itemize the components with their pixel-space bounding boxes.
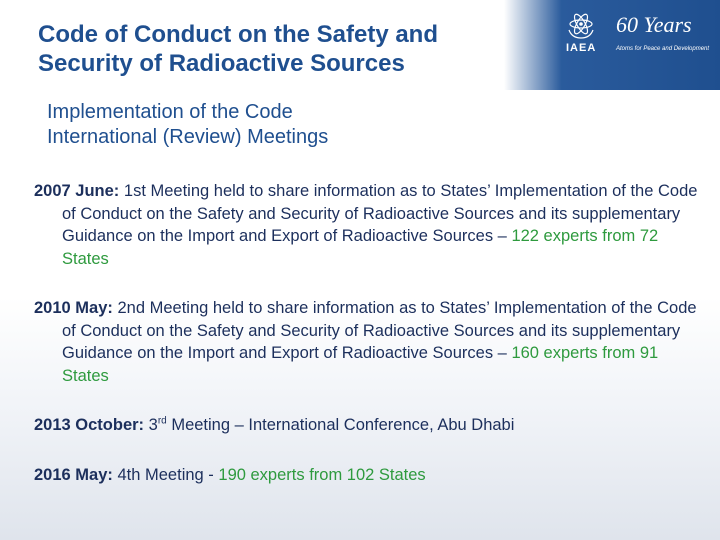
meeting-ordinal-suffix: rd	[157, 415, 167, 427]
meeting-item-2007	[34, 180, 704, 270]
meeting-number: 3	[148, 416, 158, 434]
meeting-item-2016	[34, 464, 704, 487]
slide-subtitle	[47, 100, 328, 150]
meeting-item-2013	[34, 414, 704, 437]
iaea-emblem-icon	[566, 10, 596, 40]
meeting-attendance: 122 experts from 72 States	[62, 227, 659, 268]
logo-tagline: Atoms for Peace and Development	[616, 46, 710, 52]
iaea-label: IAEA	[566, 42, 597, 54]
slide-title	[38, 20, 538, 78]
meeting-date: 2013 October:	[34, 416, 145, 434]
meeting-description: 2nd Meeting held to share information as to States’ Implementation of the Code of Conduct on the Safety and Security of Radioactive Sources and its supplementary Guidance on the Import and Export of Radioactive Sources –	[62, 299, 697, 362]
title-line-1: Code of Conduct on the Safety and	[38, 21, 438, 48]
meeting-date: 2016 May:	[34, 465, 113, 484]
meeting-attendance: 190 experts from 102 States	[218, 465, 426, 484]
meeting-date: 2010 May:	[34, 299, 113, 317]
meeting-date: 2007 June:	[34, 182, 120, 200]
meeting-attendance: 160 experts from 91 States	[62, 344, 659, 385]
subtitle-line-2: International (Review) Meetings	[47, 126, 329, 148]
meeting-description: 4th Meeting -	[117, 465, 214, 484]
sixty-years-label: 60 Years	[616, 12, 692, 37]
meeting-description: 1st Meeting held to share information as to States’ Implementation of the Code of Conduct on the Safety and Security of Radioactive Sources and its supplementary Guidance on the Import and Export of Radioactive Sources –	[62, 182, 698, 245]
subtitle-line-1: Implementation of the Code	[47, 101, 293, 123]
iaea-60-years-logo	[562, 10, 712, 60]
meeting-description: Meeting – International Conference, Abu Dhabi	[171, 416, 515, 434]
title-line-2: Security of Radioactive Sources	[38, 50, 405, 77]
meetings-list	[34, 180, 704, 513]
meeting-item-2010	[34, 297, 704, 387]
